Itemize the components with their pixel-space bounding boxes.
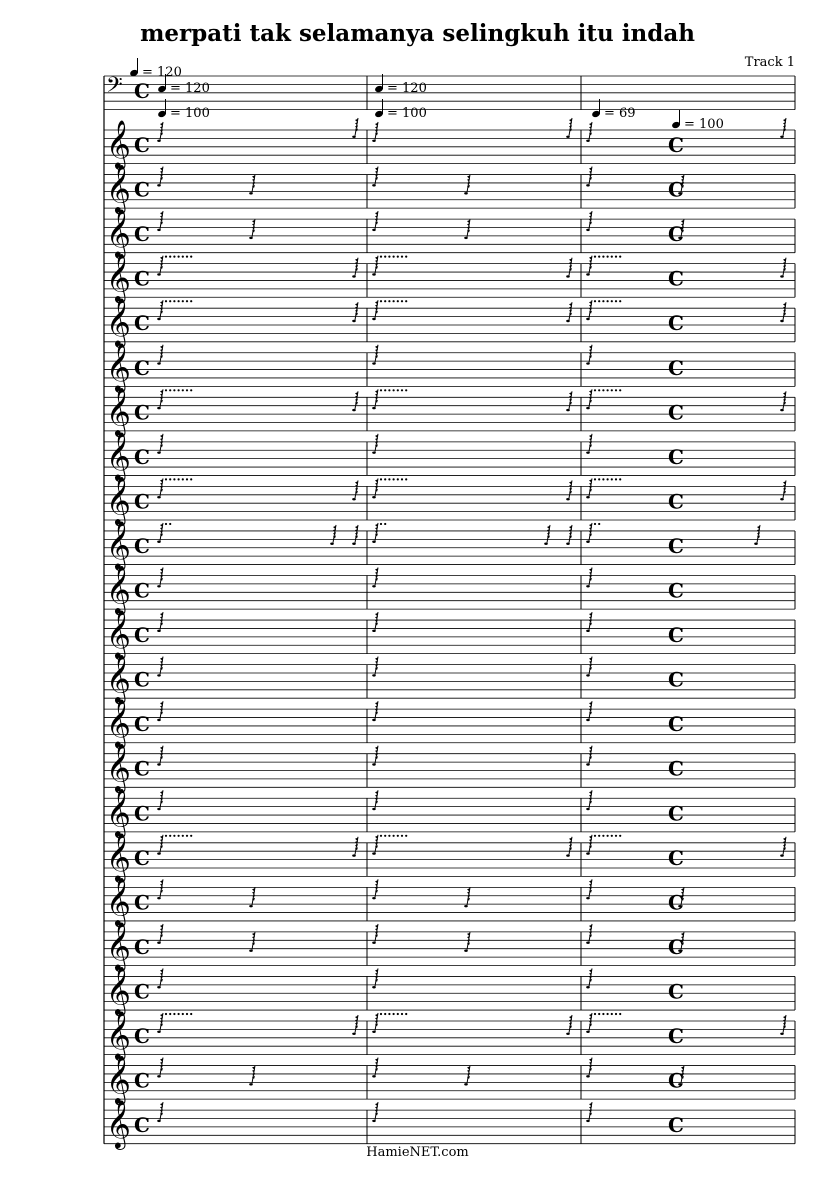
- treble-staff: [104, 832, 795, 883]
- treble-staff: [104, 208, 795, 259]
- treble-clef-icon: 𝄞: [106, 742, 131, 792]
- treble-clef-icon: 𝄞: [106, 876, 131, 926]
- time-signature: C: [134, 801, 150, 826]
- time-signature: C: [134, 623, 150, 648]
- treble-clef-icon: 𝄞: [106, 831, 131, 881]
- treble-clef-icon: 𝄞: [106, 519, 131, 569]
- tempo-mark: [129, 58, 182, 80]
- time-signature: C: [134, 845, 150, 870]
- time-signature: C: [134, 712, 150, 737]
- treble-clef-icon: 𝄞: [106, 475, 131, 525]
- time-signature: C: [668, 623, 684, 648]
- treble-staff: [104, 253, 795, 304]
- treble-staff: [104, 431, 795, 482]
- time-signature: C: [668, 667, 684, 692]
- time-signature: C: [668, 177, 684, 202]
- time-signature: C: [668, 979, 684, 1004]
- time-signature: C: [134, 934, 150, 959]
- time-signature: C: [134, 79, 150, 103]
- treble-clef-icon: 𝄞: [106, 698, 131, 748]
- time-signature: C: [134, 177, 150, 202]
- tempo-label: = 100: [387, 106, 427, 121]
- treble-clef-icon: 𝄞: [106, 386, 131, 436]
- track-label: Track 1: [744, 55, 795, 70]
- treble-clef-icon: 𝄞: [106, 163, 131, 213]
- time-signature: C: [668, 222, 684, 247]
- treble-clef-icon: 𝄞: [106, 341, 131, 391]
- treble-staff: [104, 475, 795, 526]
- time-signature: C: [134, 890, 150, 915]
- treble-clef-icon: 𝄞: [106, 252, 131, 302]
- treble-staff: [104, 654, 795, 705]
- tempo-label: = 120: [387, 81, 427, 96]
- treble-clef-icon: 𝄞: [106, 297, 131, 347]
- treble-clef-icon: 𝄞: [106, 1054, 131, 1104]
- time-signature: C: [134, 533, 150, 558]
- bass-clef-icon: 𝄢: [106, 73, 123, 103]
- treble-clef-icon: 𝄞: [106, 920, 131, 970]
- treble-staff: [104, 698, 795, 749]
- tempo-label: = 100: [684, 117, 724, 132]
- treble-staff: [104, 743, 795, 794]
- time-signature: C: [668, 444, 684, 469]
- tempo-label: = 69: [604, 106, 636, 121]
- treble-staff: [104, 520, 795, 571]
- footer-credit: HamieNET.com: [366, 1145, 469, 1160]
- time-signature: C: [134, 133, 150, 157]
- treble-clef-icon: 𝄞: [106, 965, 131, 1015]
- time-signature: C: [668, 756, 684, 781]
- time-signature: C: [134, 222, 150, 247]
- tempo-label: = 100: [170, 106, 210, 121]
- treble-clef-icon: 𝄞: [106, 653, 131, 703]
- time-signature: C: [668, 801, 684, 826]
- treble-clef-icon: 𝄞: [106, 1099, 131, 1149]
- time-signature: C: [668, 311, 684, 336]
- time-signature: C: [668, 1068, 684, 1093]
- treble-clef-icon: 𝄞: [106, 430, 131, 480]
- tempo-label: = 120: [142, 65, 182, 80]
- time-signature: C: [134, 1024, 150, 1048]
- time-signature: C: [668, 400, 684, 425]
- tempo-markings: [129, 58, 724, 132]
- time-signature: C: [668, 890, 684, 915]
- treble-staff: [104, 787, 795, 838]
- treble-staff: [104, 921, 795, 972]
- score-title: merpati tak selamanya selingkuh itu indah: [140, 20, 695, 47]
- time-signature: C: [668, 133, 684, 157]
- treble-staff: [104, 342, 795, 393]
- treble-clef-icon: 𝄞: [106, 119, 131, 168]
- time-signature: C: [134, 311, 150, 336]
- treble-clef-icon: 𝄞: [106, 609, 131, 659]
- time-signature: C: [134, 667, 150, 692]
- treble-staff: [104, 965, 795, 1016]
- treble-staff: [104, 386, 795, 437]
- time-signature: C: [668, 533, 684, 558]
- time-signature: C: [134, 1113, 150, 1138]
- time-signature: C: [134, 979, 150, 1004]
- time-signature: C: [134, 578, 150, 603]
- time-signature: C: [134, 756, 150, 781]
- time-signature: C: [134, 355, 150, 380]
- time-signature: C: [668, 489, 684, 514]
- treble-staff: [104, 1099, 795, 1150]
- time-signature: C: [668, 355, 684, 380]
- time-signature: C: [134, 400, 150, 425]
- treble-clef-icon: 𝄞: [106, 787, 131, 837]
- time-signature: C: [134, 444, 150, 469]
- time-signature: C: [134, 266, 150, 291]
- tempo-mark: [671, 110, 724, 132]
- treble-staff: [104, 609, 795, 660]
- time-signature: C: [668, 712, 684, 737]
- tempo-label: = 120: [170, 81, 210, 96]
- treble-clef-icon: 𝄞: [106, 208, 131, 258]
- time-signature: C: [134, 1068, 150, 1093]
- time-signature: C: [668, 266, 684, 291]
- time-signature: C: [134, 489, 150, 514]
- treble-staff: [104, 1010, 795, 1061]
- treble-staff: [104, 1055, 795, 1106]
- treble-staff: [104, 876, 795, 927]
- treble-staff: [104, 164, 795, 215]
- treble-clef-icon: 𝄞: [106, 564, 131, 614]
- time-signature: C: [668, 1113, 684, 1138]
- time-signature: C: [668, 934, 684, 959]
- time-signature: C: [668, 578, 684, 603]
- time-signature: C: [668, 845, 684, 870]
- staves: [104, 73, 795, 1150]
- time-signature: C: [668, 1024, 684, 1048]
- treble-staff: [104, 565, 795, 616]
- treble-clef-icon: 𝄞: [106, 1010, 131, 1059]
- treble-staff: [104, 297, 795, 348]
